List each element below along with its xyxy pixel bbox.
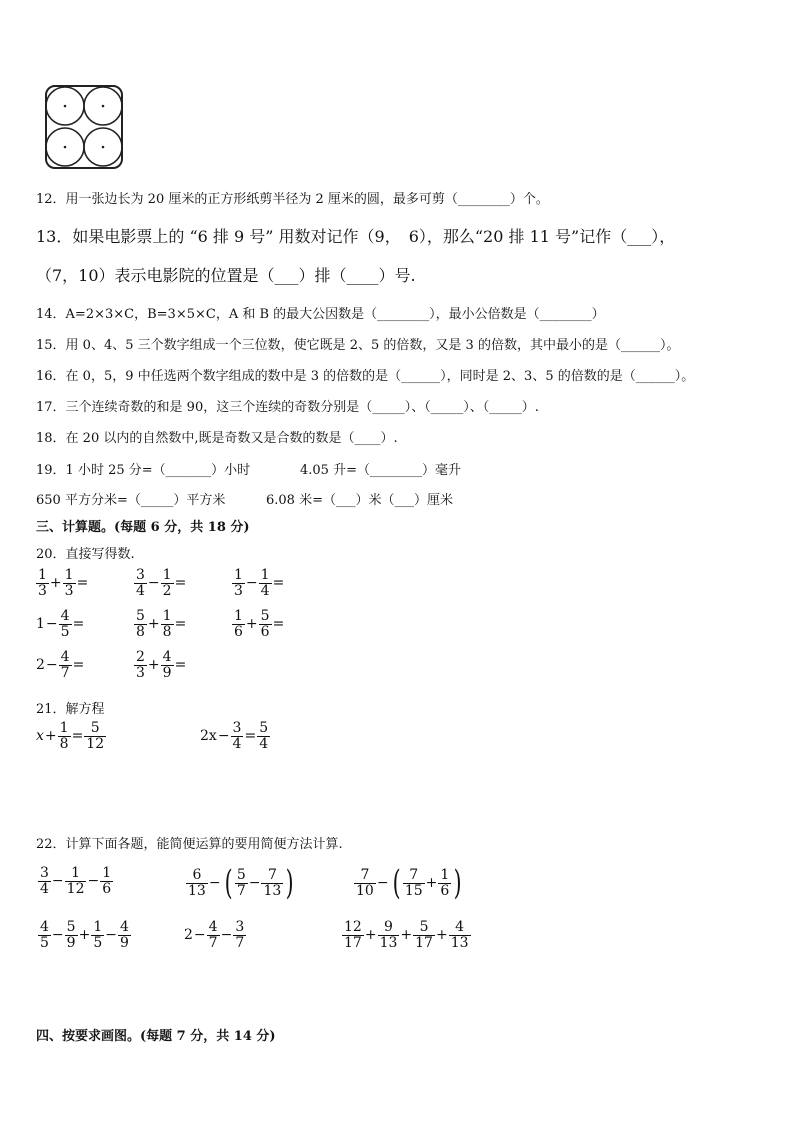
- math-token: +: [78, 927, 91, 944]
- fraction: [342, 920, 364, 950]
- fraction: [134, 609, 147, 639]
- question-22: 22．计算下面各题，能简便运算的要用简便方法计算.: [36, 837, 343, 852]
- q20-expr-4: [36, 609, 85, 639]
- numerator: 1: [440, 866, 450, 883]
- math-token: −: [376, 875, 389, 891]
- q22-expr-2: [186, 863, 297, 903]
- denominator: 6: [260, 623, 270, 640]
- denominator: 12: [66, 880, 85, 897]
- math-token: −: [217, 728, 230, 745]
- math-token: +: [425, 875, 438, 891]
- numerator: 5: [236, 866, 246, 883]
- numerator: 3: [136, 567, 145, 583]
- math-token: −: [51, 873, 64, 890]
- math-token: =: [72, 657, 85, 674]
- question-17: 17．三个连续奇数的和是 90，这三个连续的奇数分别是（_____）、（_____）、（_____）.: [36, 400, 539, 415]
- math-token: +: [435, 927, 448, 944]
- numerator: 3: [235, 919, 245, 935]
- math-token: =: [244, 728, 257, 745]
- fraction: [84, 721, 106, 751]
- q20-expr-6: [232, 609, 285, 639]
- numerator: 1: [64, 567, 74, 583]
- fraction: [231, 721, 244, 751]
- numerator: 9: [378, 920, 400, 936]
- numerator: 1: [93, 919, 103, 935]
- numerator: 3: [232, 720, 242, 736]
- fraction: [186, 868, 208, 898]
- denominator: 8: [59, 735, 69, 752]
- fraction: [36, 568, 49, 598]
- math-token: 2x: [200, 728, 217, 745]
- math-token: (: [392, 863, 401, 903]
- numerator: 4: [119, 919, 129, 935]
- denominator: 5: [60, 623, 70, 640]
- fraction: [233, 920, 246, 950]
- denominator: 8: [136, 623, 145, 640]
- question-13-line2: （7，10）表示电影院的位置是（___）排（____）号.: [36, 266, 416, 285]
- math-token: +: [245, 616, 258, 633]
- math-token: +: [400, 927, 413, 944]
- denominator: 7: [235, 934, 245, 951]
- denominator: 5: [93, 934, 103, 951]
- fraction: [232, 568, 245, 598]
- q20-expr-3: [232, 568, 285, 598]
- fraction: [100, 866, 113, 896]
- math-token: =: [174, 657, 187, 674]
- q22-expr-3: [354, 863, 465, 903]
- fraction: [259, 568, 272, 598]
- numerator: 1: [260, 567, 270, 583]
- denominator: 17: [344, 934, 362, 951]
- question-19-c: 650 平方分米=（_____）平方米: [36, 493, 226, 508]
- numerator: 1: [162, 608, 172, 624]
- fraction: [161, 650, 174, 680]
- numerator: 4: [60, 649, 70, 665]
- fraction: [38, 920, 51, 950]
- denominator: 7: [208, 934, 218, 951]
- denominator: 2: [162, 582, 172, 599]
- math-token: −: [87, 873, 100, 890]
- denominator: 12: [86, 735, 105, 752]
- q20-expr-1: [36, 568, 89, 598]
- fraction: [449, 920, 471, 950]
- question-13-line1: 13．如果电影票上的 “6 排 9 号” 用数对记作（9， 6），那么“20 排 11 号”记作（___），: [36, 227, 676, 246]
- denominator: 8: [162, 623, 172, 640]
- denominator: 4: [259, 735, 269, 752]
- denominator: 9: [119, 934, 129, 951]
- fraction: [232, 609, 245, 639]
- numerator: 5: [66, 919, 76, 935]
- fraction: [65, 920, 78, 950]
- q20-expr-7: [36, 650, 85, 680]
- q22-expr-6: [342, 920, 471, 950]
- denominator: 6: [234, 623, 243, 640]
- numerator: 1: [234, 567, 243, 583]
- math-token: (: [224, 863, 233, 903]
- math-token: +: [364, 927, 377, 944]
- fraction: [161, 568, 174, 598]
- q20-expr-2: [134, 568, 187, 598]
- numerator: 4: [449, 920, 471, 936]
- fraction: [59, 609, 72, 639]
- numerator: 4: [40, 919, 49, 935]
- q22-expr-5: [184, 920, 246, 950]
- fraction: [63, 568, 76, 598]
- question-15: 15．用 0、4、5 三个数字组成一个三位数，使它既是 2、5 的倍数，又是 3 的倍数，其中最小的是（______）。: [36, 338, 680, 353]
- question-19-d: 6.08 米=（___）米（___）厘米: [266, 493, 453, 508]
- math-token: =: [174, 616, 187, 633]
- numerator: 2: [136, 649, 145, 665]
- numerator: 4: [60, 608, 70, 624]
- question-19-b: 4.05 升=（________）毫升: [300, 463, 461, 478]
- question-20: 20．直接写得数.: [36, 547, 135, 562]
- denominator: 9: [162, 664, 172, 681]
- numerator: 5: [413, 920, 435, 936]
- numerator: 5: [136, 608, 145, 624]
- numerator: 5: [259, 720, 269, 736]
- question-16: 16．在 0，5，9 中任选两个数字组成的数中是 3 的倍数的是（______），同时是 2、3、5 的倍数的是（______）。: [36, 369, 695, 384]
- denominator: 4: [260, 582, 270, 599]
- math-token: −: [45, 616, 58, 633]
- fraction: [207, 920, 220, 950]
- fraction: [134, 650, 147, 680]
- fraction: [261, 868, 283, 898]
- math-token: =: [272, 616, 285, 633]
- math-token: +: [44, 728, 57, 745]
- fraction: [58, 721, 71, 751]
- numerator: 7: [403, 868, 425, 884]
- denominator: 6: [102, 880, 112, 897]
- numerator: 4: [208, 919, 218, 935]
- q21-equation-1: [36, 721, 106, 751]
- math-token: ): [285, 863, 294, 903]
- denominator: 13: [188, 882, 206, 899]
- fraction: [413, 920, 435, 950]
- math-token: 1: [36, 616, 45, 633]
- question-18: 18．在 20 以内的自然数中,既是奇数又是合数的数是（____）.: [36, 431, 398, 446]
- denominator: 4: [232, 735, 242, 752]
- math-token: =: [72, 616, 85, 633]
- numerator: 3: [40, 865, 49, 881]
- fraction: [257, 721, 270, 751]
- fraction: [65, 866, 87, 896]
- numerator: 5: [84, 721, 106, 737]
- fraction: [378, 920, 400, 950]
- math-token: x: [36, 728, 44, 745]
- numerator: 1: [162, 567, 172, 583]
- math-token: 2: [36, 657, 45, 674]
- question-21: 21．解方程: [36, 702, 105, 717]
- fraction: [235, 868, 248, 898]
- question-14: 14．A=2×3×C，B=3×5×C，A 和 B 的最大公因数是（________），最小公倍数是（________）: [36, 307, 605, 322]
- denominator: 4: [40, 880, 49, 897]
- fraction: [403, 868, 425, 898]
- four-circles-figure: [44, 84, 126, 172]
- denominator: 10: [356, 882, 374, 899]
- math-token: ): [453, 863, 462, 903]
- denominator: 9: [66, 934, 76, 951]
- fraction: [118, 920, 131, 950]
- numerator: 1: [234, 608, 243, 624]
- math-token: −: [208, 875, 221, 891]
- question-12: 12．用一张边长为 20 厘米的正方形纸剪半径为 2 厘米的圆，最多可剪（________）个。: [36, 192, 549, 207]
- q22-expr-4: [38, 920, 131, 950]
- denominator: 15: [404, 882, 423, 899]
- math-token: =: [76, 575, 89, 592]
- numerator: 7: [354, 868, 376, 884]
- fraction: [38, 866, 51, 896]
- numerator: 6: [186, 868, 208, 884]
- numerator: 1: [102, 865, 112, 881]
- q22-expr-1: [38, 866, 113, 896]
- q20-expr-8: [134, 650, 187, 680]
- math-token: −: [193, 927, 206, 944]
- math-token: +: [49, 575, 62, 592]
- math-token: −: [45, 657, 58, 674]
- fraction: [259, 609, 272, 639]
- numerator: 4: [162, 649, 172, 665]
- math-token: −: [248, 875, 261, 891]
- question-19-a: 19．1 小时 25 分=（_______）小时: [36, 463, 251, 478]
- fraction: [134, 568, 147, 598]
- math-token: =: [174, 575, 187, 592]
- denominator: 7: [236, 882, 246, 899]
- fraction: [161, 609, 174, 639]
- numerator: 1: [38, 567, 47, 583]
- denominator: 7: [60, 664, 70, 681]
- denominator: 13: [263, 882, 282, 899]
- math-token: +: [147, 657, 160, 674]
- math-token: +: [147, 616, 160, 633]
- fraction: [91, 920, 104, 950]
- denominator: 13: [379, 934, 398, 951]
- denominator: 3: [234, 582, 243, 599]
- math-token: −: [245, 575, 258, 592]
- math-token: =: [272, 575, 285, 592]
- math-token: =: [71, 728, 84, 745]
- denominator: 17: [415, 934, 433, 951]
- denominator: 13: [450, 934, 469, 951]
- section-4-heading: 四、按要求画图。(每题 7 分，共 14 分): [36, 1029, 276, 1044]
- fraction: [354, 868, 376, 898]
- q20-expr-5: [134, 609, 187, 639]
- math-token: −: [147, 575, 160, 592]
- math-token: 2: [184, 927, 193, 944]
- numerator: 12: [344, 919, 362, 935]
- numerator: 5: [260, 608, 270, 624]
- fraction: [438, 868, 451, 898]
- fraction: [59, 650, 72, 680]
- section-3-heading: 三、计算题。(每题 6 分，共 18 分): [36, 520, 250, 535]
- denominator: 3: [136, 664, 145, 681]
- denominator: 3: [38, 582, 47, 599]
- denominator: 3: [64, 582, 74, 599]
- math-token: −: [51, 927, 64, 944]
- q21-equation-2: [200, 721, 270, 751]
- numerator: 1: [65, 866, 87, 882]
- numerator: 1: [59, 720, 69, 736]
- denominator: 5: [40, 934, 49, 951]
- denominator: 6: [440, 882, 450, 899]
- denominator: 4: [136, 582, 145, 599]
- math-token: −: [220, 927, 233, 944]
- numerator: 7: [261, 868, 283, 884]
- math-token: −: [105, 927, 117, 944]
